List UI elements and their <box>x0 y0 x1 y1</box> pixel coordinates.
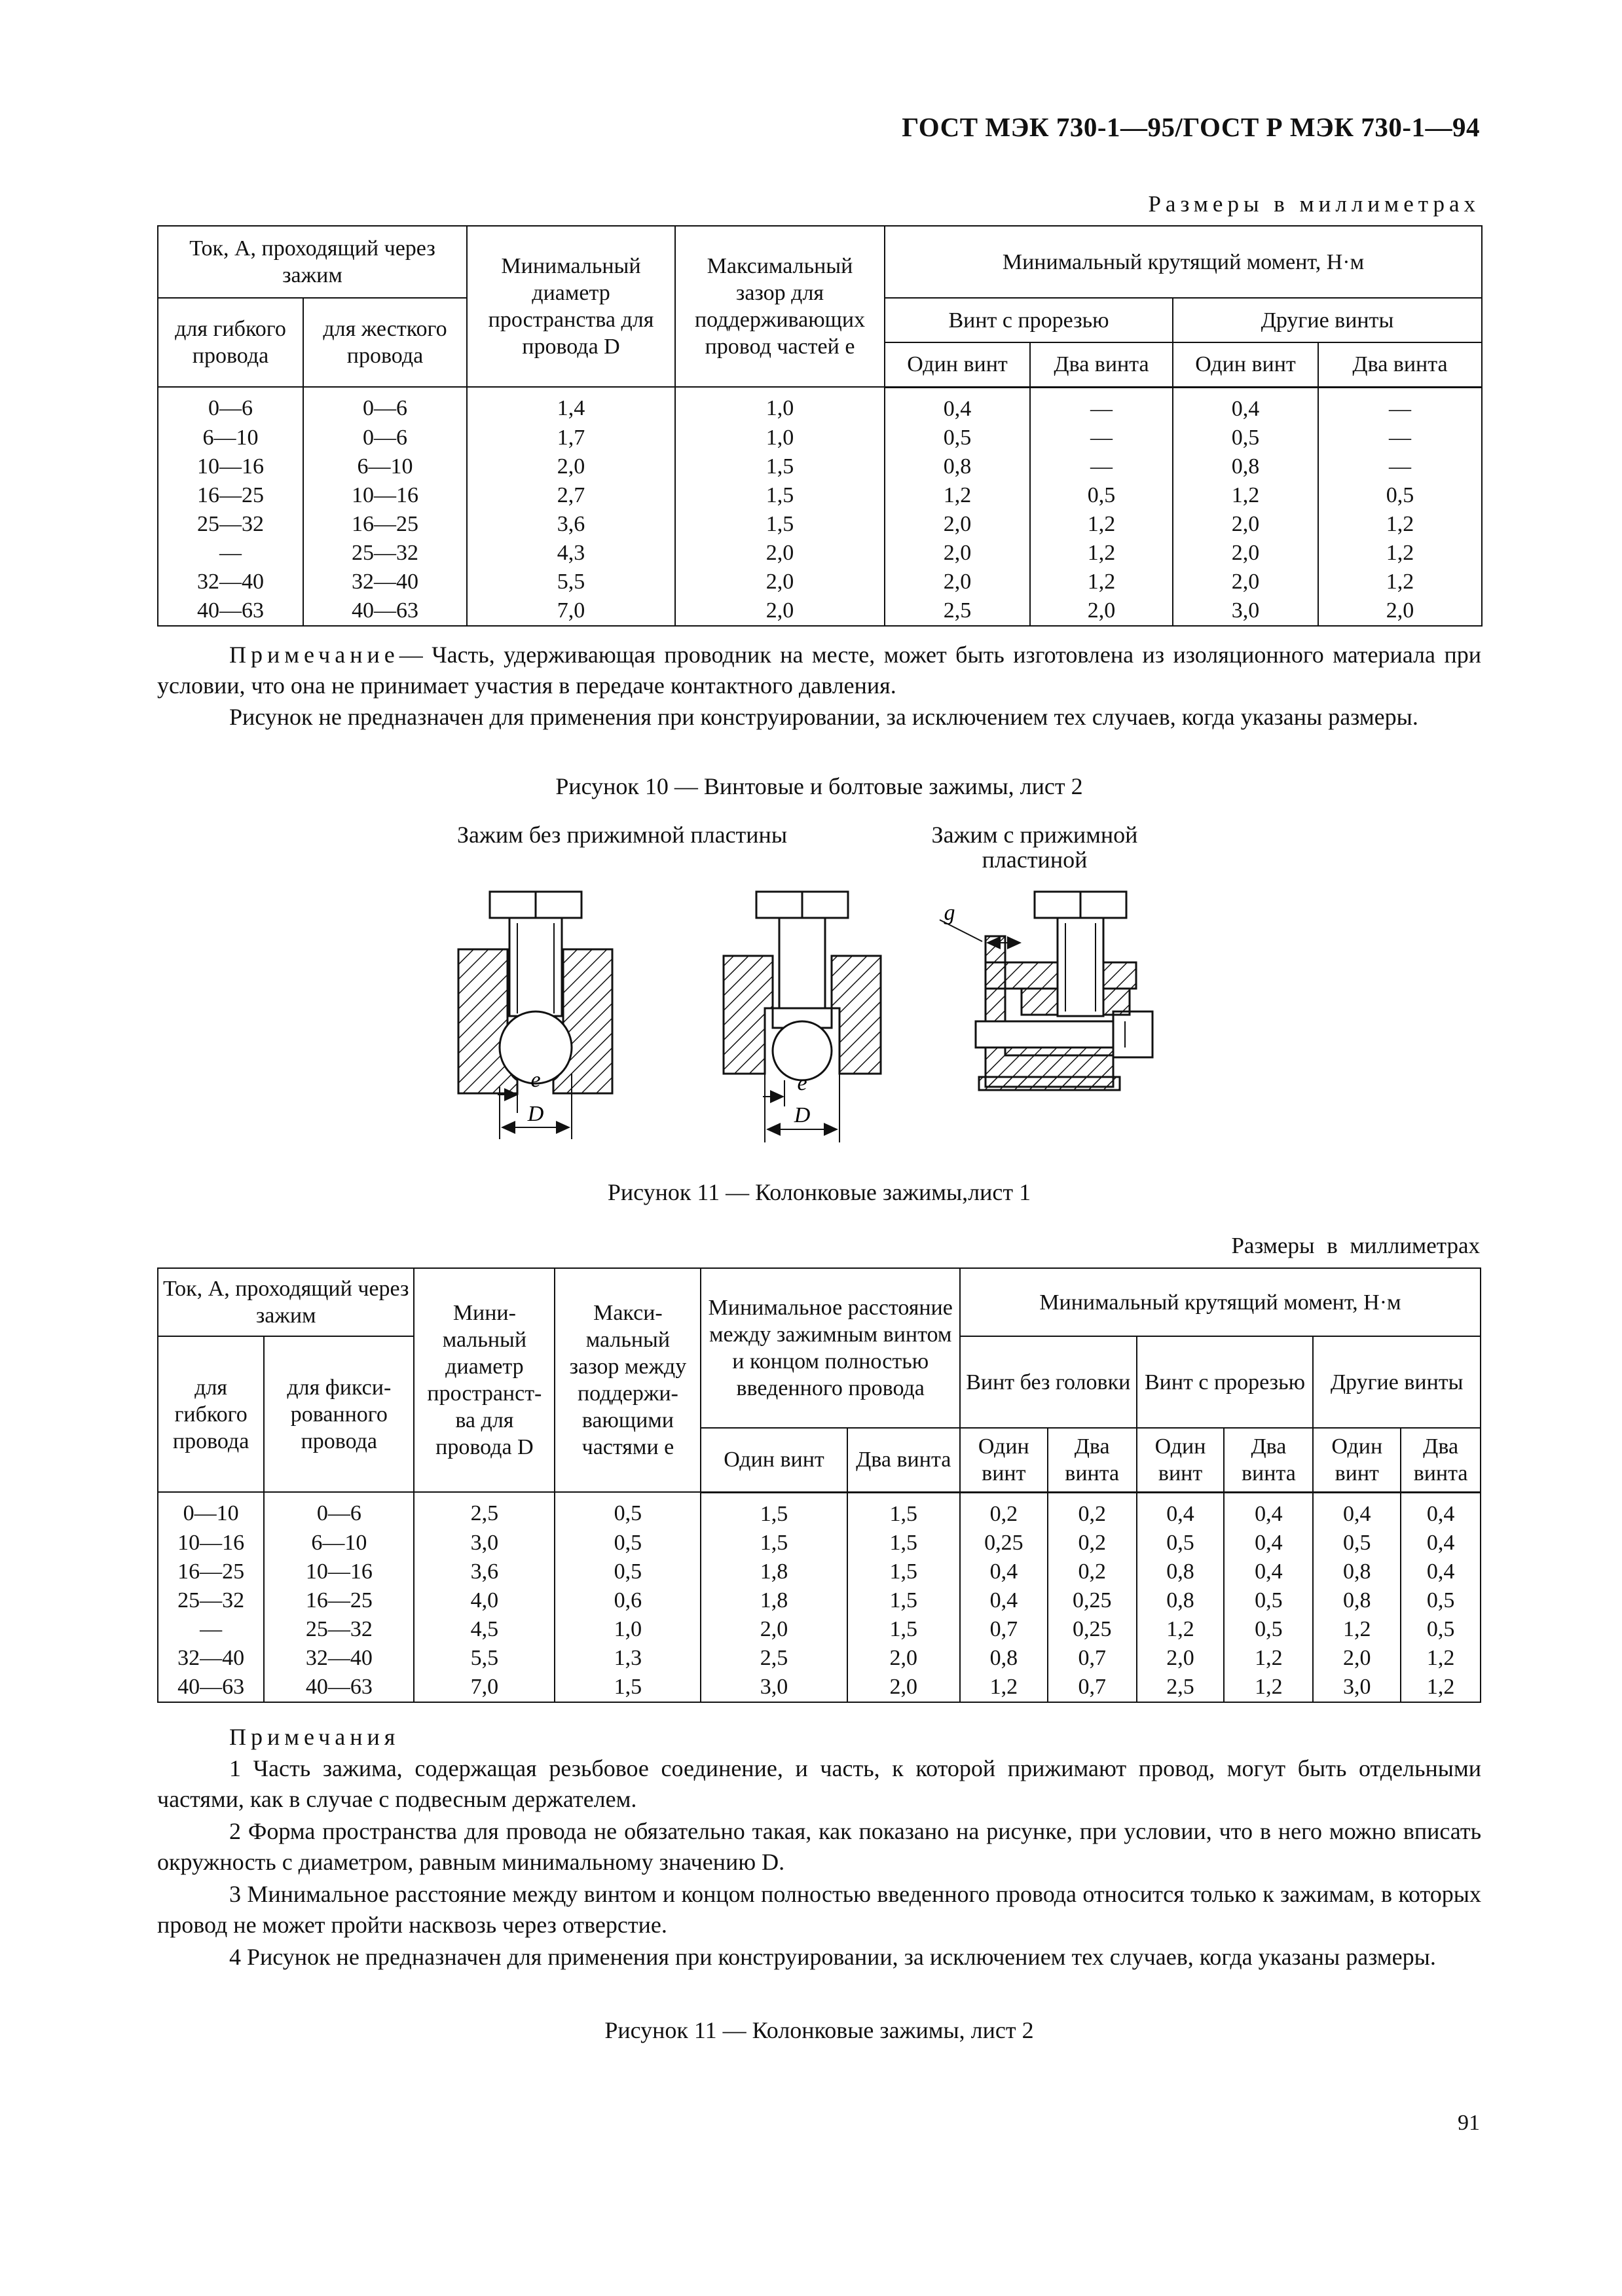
table-cell: 0—10 <box>158 1492 264 1529</box>
table-cell: — <box>1030 452 1173 481</box>
table-cell: 1,7 <box>467 424 675 452</box>
table-cell: — <box>1030 387 1173 424</box>
table-cell: 0,6 <box>555 1586 701 1615</box>
table-cell: 2,0 <box>675 539 885 568</box>
table-cell: 1,2 <box>1401 1673 1481 1702</box>
table-cell: 25—32 <box>158 510 303 539</box>
th2-torque: Минимальный крутящий момент, Н·м <box>960 1268 1481 1336</box>
table-cell: 0,4 <box>1137 1492 1225 1529</box>
table-cell: 0,8 <box>1137 1558 1225 1586</box>
table-cell: 0,7 <box>1048 1673 1137 1702</box>
th-two-screws: Два винта <box>1030 342 1173 387</box>
dim-D-label-1: D <box>527 1102 544 1126</box>
table-cell: 1,2 <box>1030 510 1173 539</box>
table-cell: 0,5 <box>555 1558 701 1586</box>
table-cell: 0,4 <box>960 1558 1048 1586</box>
th2-other: Другие винты <box>1313 1336 1481 1428</box>
table-cell: 5,5 <box>467 568 675 596</box>
table-cell: 1,2 <box>885 481 1030 510</box>
table-cell: 16—25 <box>158 1558 264 1586</box>
table-cell: — <box>1318 387 1482 424</box>
table-cell: 1,5 <box>675 510 885 539</box>
th2-min-distance: Минимальное расстояние между зажимным винтом и концом полностью введенного провода <box>701 1268 959 1428</box>
table-cell: 0,5 <box>885 424 1030 452</box>
th2-flexible: для гибкого провода <box>158 1336 264 1492</box>
table-cell: 3,0 <box>701 1673 847 1702</box>
table-cell: 1,2 <box>1173 481 1318 510</box>
table-cell: 3,0 <box>414 1529 555 1558</box>
table-cell: 2,5 <box>414 1492 555 1529</box>
table-cell: 0,5 <box>1224 1615 1313 1644</box>
table-cell: 16—25 <box>303 510 467 539</box>
table-cell: — <box>158 539 303 568</box>
table-cell: 0,4 <box>1401 1492 1481 1529</box>
table-cell: 0—6 <box>158 387 303 424</box>
table-cell: 0,5 <box>1318 481 1482 510</box>
table-cell: 2,0 <box>885 539 1030 568</box>
table-cell: 1,5 <box>847 1586 960 1615</box>
notes2-item-4 <box>157 1942 1481 1973</box>
notes2-item-2-text: 2 Форма пространства для провода не обязательно такая, как показано на рисунке, при условии, что в него можно вписать окружность с диаметром, равным минимальному значению D. <box>157 1818 1481 1875</box>
table-cell: 1,2 <box>1137 1615 1225 1644</box>
table-cell: 2,0 <box>1173 568 1318 596</box>
table-cell: 1,2 <box>1318 568 1482 596</box>
th2-fixed: для фикси-рованного провода <box>264 1336 414 1492</box>
document-header: ГОСТ МЭК 730-1—95/ГОСТ Р МЭК 730-1—94 <box>902 112 1480 142</box>
terminal-drawing-3 <box>940 892 1152 1090</box>
table-cell: 2,7 <box>467 481 675 510</box>
table-cell: 4,0 <box>414 1586 555 1615</box>
table-cell: 1,3 <box>555 1644 701 1673</box>
label-without-plate: Зажим без прижимной пластины <box>456 822 788 848</box>
notes2-title: Примечания <box>229 1724 400 1750</box>
notes2-item-1-text: 1 Часть зажима, содержащая резьбовое соединение, и часть, к которой прижимают провод, могут быть отдельными частями, как в случае с подвесным держателем. <box>157 1755 1481 1812</box>
table-cell: 25—32 <box>158 1586 264 1615</box>
th2-headless: Винт без головки <box>960 1336 1137 1428</box>
th2-max-gap: Макси-мальный зазор между поддержи-вающими частями e <box>555 1268 701 1492</box>
th2-current: Ток, А, проходящий через зажим <box>158 1268 414 1336</box>
table-cell: 1,0 <box>675 424 885 452</box>
table-cell: 3,0 <box>1313 1673 1401 1702</box>
table-cell: 2,0 <box>701 1615 847 1644</box>
table-cell: 3,6 <box>467 510 675 539</box>
table-cell: 1,5 <box>675 481 885 510</box>
table-cell: 1,5 <box>675 452 885 481</box>
table-cell: 1,2 <box>1401 1644 1481 1673</box>
page-number: 91 <box>1458 2111 1480 2135</box>
th-min-diameter-text: Минимальный диаметр пространства для провода D <box>488 254 654 359</box>
table-cell: 0,4 <box>960 1586 1048 1615</box>
th-torque: Минимальный крутящий момент, Н·м <box>885 226 1482 298</box>
caption-figure10: Рисунок 10 — Винтовые и болтовые зажимы, лист 2 <box>555 773 1083 799</box>
table-cell: 2,0 <box>847 1673 960 1702</box>
table-cell: 0,5 <box>1030 481 1173 510</box>
table-cell: 40—63 <box>264 1673 414 1702</box>
table-cell: 0,7 <box>960 1615 1048 1644</box>
table-cell: 2,0 <box>1173 539 1318 568</box>
table-cell: 2,0 <box>1173 510 1318 539</box>
table-cell: 0,8 <box>1313 1586 1401 1615</box>
table-cell: 2,0 <box>847 1644 960 1673</box>
table-cell: 1,5 <box>847 1529 960 1558</box>
table-cell: 0,8 <box>960 1644 1048 1673</box>
table-cell: 2,0 <box>675 596 885 626</box>
table-cell: 2,5 <box>885 596 1030 626</box>
table-cell: 0,5 <box>1224 1586 1313 1615</box>
table-cell: — <box>1318 424 1482 452</box>
table-row <box>158 1586 1481 1615</box>
table-cell: 1,5 <box>847 1492 960 1529</box>
th2-two-short: Два винта <box>1224 1428 1313 1492</box>
table-cell: 4,5 <box>414 1615 555 1644</box>
table-cell: — <box>158 1615 264 1644</box>
table-cell: 6—10 <box>264 1529 414 1558</box>
th-other: Другие винты <box>1173 298 1482 342</box>
table-cell: 0,4 <box>1224 1492 1313 1529</box>
table-cell: 1,8 <box>701 1558 847 1586</box>
notes2-title-line <box>157 1722 1481 1753</box>
table-cell: 1,2 <box>1224 1644 1313 1673</box>
table-cell: 0,8 <box>1313 1558 1401 1586</box>
table-cell: 1,5 <box>555 1673 701 1702</box>
table-cell: 1,5 <box>701 1492 847 1529</box>
table-cell: 40—63 <box>303 596 467 626</box>
table-cell: 1,0 <box>555 1615 701 1644</box>
table-cell: 0,5 <box>1137 1529 1225 1558</box>
table-cell: 1,2 <box>1030 568 1173 596</box>
th-slotted: Винт с прорезью <box>885 298 1173 342</box>
table-row <box>158 1644 1481 1673</box>
th-two-screws: Два винта <box>1318 342 1482 387</box>
table-cell: 2,0 <box>1318 596 1482 626</box>
table-cell: 4,3 <box>467 539 675 568</box>
label-with-plate: Зажим с прижимной пластиной <box>931 822 1138 873</box>
table-cell: 7,0 <box>467 596 675 626</box>
table-cell: 2,0 <box>1030 596 1173 626</box>
table-cell: 0,4 <box>1401 1529 1481 1558</box>
table-cell: 25—32 <box>303 539 467 568</box>
table-torque-pillar-terminals <box>157 1267 1481 1703</box>
th-one-screw: Один винт <box>885 342 1030 387</box>
table-row <box>158 1615 1481 1644</box>
th2-min-diameter: Мини-мальный диаметр пространст-ва для провода D <box>414 1268 555 1492</box>
table-cell: 1,5 <box>847 1615 960 1644</box>
table-cell: 2,5 <box>701 1644 847 1673</box>
table-row <box>158 1673 1481 1702</box>
table-cell: 1,0 <box>675 387 885 424</box>
table-cell: 16—25 <box>264 1586 414 1615</box>
notes2-item-4-text: 4 Рисунок не предназначен для применения при конструировании, за исключением тех случаев, когда указаны размеры. <box>229 1944 1436 1970</box>
table2-units: Размеры в миллиметрах <box>1231 1233 1480 1258</box>
table-cell: 0,25 <box>1048 1586 1137 1615</box>
table-cell: 1,4 <box>467 387 675 424</box>
table-cell: 10—16 <box>303 481 467 510</box>
th2-two-short: Два винта <box>1048 1428 1137 1492</box>
table-cell: 0,5 <box>1401 1586 1481 1615</box>
th2-two-short: Два винта <box>1401 1428 1481 1492</box>
table-cell: 1,2 <box>1313 1615 1401 1644</box>
table1-units: Размеры в миллиметрах <box>1148 191 1480 217</box>
th2-one-short: Один винт <box>1137 1428 1225 1492</box>
table-cell: 0—6 <box>303 424 467 452</box>
table-cell: 0,8 <box>885 452 1030 481</box>
th2-slotted: Винт с прорезью <box>1137 1336 1314 1428</box>
table-cell: 40—63 <box>158 1673 264 1702</box>
table-cell: 0,5 <box>1173 424 1318 452</box>
th-flexible: для гибкого провода <box>158 298 303 387</box>
note1-text: — Часть, удерживающая проводник на месте, может быть изготовлена из изоляционного материала при условии, что она не принимает участия в передаче контактного давления. <box>157 642 1481 699</box>
note1-label: Примечание <box>229 642 399 668</box>
table-cell: 1,2 <box>960 1673 1048 1702</box>
table-cell: 10—16 <box>158 1529 264 1558</box>
table-cell: 2,5 <box>1137 1673 1225 1702</box>
table-cell: 1,2 <box>1318 510 1482 539</box>
table-cell: 6—10 <box>158 424 303 452</box>
table-cell: 0,5 <box>1313 1529 1401 1558</box>
table-cell: 0—6 <box>303 387 467 424</box>
table-cell: 0—6 <box>264 1492 414 1529</box>
table-cell: 10—16 <box>264 1558 414 1586</box>
table-cell: 1,5 <box>847 1558 960 1586</box>
table-cell: — <box>1318 452 1482 481</box>
table-cell: 7,0 <box>414 1673 555 1702</box>
table-cell: 0,4 <box>1401 1558 1481 1586</box>
table-cell: 0,25 <box>960 1529 1048 1558</box>
table-cell: 0,2 <box>1048 1558 1137 1586</box>
th-one-screw: Один винт <box>1173 342 1318 387</box>
table-cell: 0,2 <box>960 1492 1048 1529</box>
dim-D-label-2: D <box>794 1103 811 1127</box>
table-row <box>158 1492 1481 1529</box>
notes2-item-3-text: 3 Минимальное расстояние между винтом и концом полностью введенного провода относится только к зажимам, в которых провод не может пройти насквозь через отверстие. <box>157 1881 1481 1938</box>
dim-e-label-2: e <box>797 1071 807 1095</box>
th2-one-screw: Один винт <box>701 1428 847 1492</box>
dim-e-label-1: e <box>530 1068 541 1092</box>
table-cell: 1,8 <box>701 1586 847 1615</box>
th2-one-short: Один винт <box>1313 1428 1401 1492</box>
table-cell: 2,0 <box>1137 1644 1225 1673</box>
table-cell: 2,0 <box>885 510 1030 539</box>
table-cell: 2,0 <box>467 452 675 481</box>
caption-figure11-sheet1: Рисунок 11 — Колонковые зажимы,лист 1 <box>607 1179 1031 1205</box>
notes2-item-2 <box>157 1816 1481 1878</box>
table-cell: 5,5 <box>414 1644 555 1673</box>
table-cell: 0,8 <box>1173 452 1318 481</box>
table-cell: 32—40 <box>158 1644 264 1673</box>
table-cell: 2,0 <box>675 568 885 596</box>
table-cell: 0,4 <box>1224 1558 1313 1586</box>
table-cell: 40—63 <box>158 596 303 626</box>
table-cell: 16—25 <box>158 481 303 510</box>
th-max-gap: Максимальный зазор для поддерживающих провод частей e <box>675 226 885 387</box>
table-cell: 0,4 <box>1224 1529 1313 1558</box>
table-cell: 10—16 <box>158 452 303 481</box>
table-cell: 3,0 <box>1173 596 1318 626</box>
table-cell: 0,5 <box>555 1492 701 1529</box>
table-cell: 0,2 <box>1048 1492 1137 1529</box>
table-cell: 0,4 <box>885 387 1030 424</box>
table-row <box>158 1529 1481 1558</box>
table-cell: 0,8 <box>1137 1586 1225 1615</box>
table-cell: 32—40 <box>303 568 467 596</box>
note1-para2-text: Рисунок не предназначен для применения при конструировании, за исключением тех случаев, когда указаны размеры. <box>229 704 1418 730</box>
table-cell: — <box>1030 424 1173 452</box>
table-cell: 0,4 <box>1313 1492 1401 1529</box>
table-cell: 25—32 <box>264 1615 414 1644</box>
table-row <box>158 1558 1481 1586</box>
dim-g-label: g <box>944 901 955 925</box>
table-cell: 0,4 <box>1173 387 1318 424</box>
table-cell: 3,6 <box>414 1558 555 1586</box>
table2-body <box>158 1492 1481 1702</box>
caption-figure11-sheet2: Рисунок 11 — Колонковые зажимы, лист 2 <box>604 2017 1034 2043</box>
table-cell: 1,2 <box>1318 539 1482 568</box>
table-cell: 0,5 <box>555 1529 701 1558</box>
table-cell: 0,7 <box>1048 1644 1137 1673</box>
table-cell: 32—40 <box>264 1644 414 1673</box>
th2-one-short: Один винт <box>960 1428 1048 1492</box>
th2-two-screws: Два винта <box>847 1428 960 1492</box>
table-cell: 32—40 <box>158 568 303 596</box>
table-cell: 1,2 <box>1224 1673 1313 1702</box>
th-current: Ток, А, проходящий через зажим <box>158 226 467 298</box>
table-cell: 1,5 <box>701 1529 847 1558</box>
table-cell: 6—10 <box>303 452 467 481</box>
notes2-item-1 <box>157 1753 1481 1815</box>
table-cell: 0,2 <box>1048 1529 1137 1558</box>
table-cell: 0,5 <box>1401 1615 1481 1644</box>
notes2-item-3 <box>157 1879 1481 1941</box>
table-cell: 2,0 <box>885 568 1030 596</box>
table-cell: 2,0 <box>1313 1644 1401 1673</box>
th-rigid: для жесткого провода <box>303 298 467 387</box>
table-cell: 1,2 <box>1030 539 1173 568</box>
table-cell: 0,25 <box>1048 1615 1137 1644</box>
